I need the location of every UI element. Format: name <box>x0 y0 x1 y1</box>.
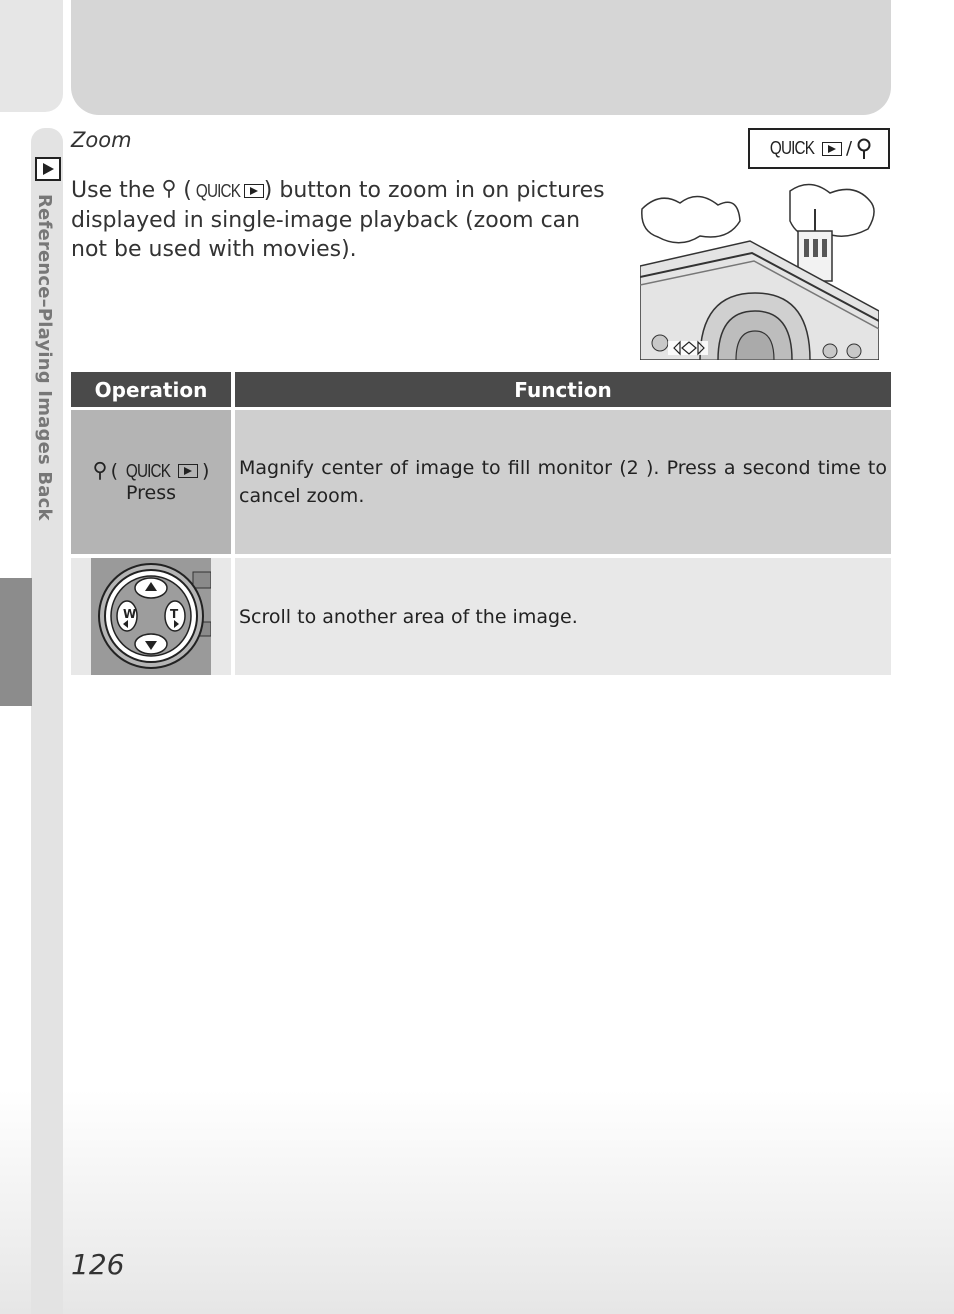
sidebar-section-label: Reference–Playing Images Back <box>34 194 55 521</box>
badge-quick-text: QUICK <box>769 138 815 158</box>
play-icon <box>822 142 842 156</box>
rail-top-decoration <box>0 0 63 112</box>
intro-text-2: ( <box>176 178 192 203</box>
sidebar-tab-marker <box>0 578 32 706</box>
zoom-magnifier-icon <box>162 179 176 199</box>
table-row-2-function: Scroll to another area of the image. <box>235 558 891 675</box>
svg-text:W: W <box>123 607 137 621</box>
intro-text-1: Use the <box>71 178 163 203</box>
operation-button-label: ( QUICK ) <box>93 460 210 482</box>
page-number: 126 <box>71 1248 125 1281</box>
playback-icon <box>35 157 61 181</box>
button-badge <box>748 128 890 169</box>
zoom-magnifier-icon <box>93 461 107 481</box>
header-banner <box>71 0 891 115</box>
table-header-operation: Operation <box>71 372 231 407</box>
play-icon <box>178 464 198 478</box>
zoom-magnifier-icon <box>856 138 872 160</box>
intro-paragraph <box>71 176 611 264</box>
badge-separator: / <box>845 138 853 159</box>
table-row-1-operation <box>71 410 231 554</box>
svg-text:T: T <box>170 607 179 621</box>
table-row-1-function: Magnify center of image to fill monitor (2 ). Press a second time to cancel zoom. <box>235 410 891 554</box>
section-title: Zoom <box>71 128 132 152</box>
operation-press-label: Press <box>125 482 176 504</box>
intro-text-3: ) button to zoom in on pictures displayed in single-image playback (zoom can not be used with movies). <box>71 178 605 262</box>
table-row-2-operation <box>71 558 231 675</box>
play-icon <box>244 184 264 198</box>
intro-quick-text: QUICK <box>195 181 240 201</box>
zoomed-building-illustration <box>640 181 879 360</box>
operation-quick-text: QUICK <box>125 460 171 481</box>
multi-selector-icon <box>91 558 211 675</box>
table-header-function: Function <box>235 372 891 407</box>
